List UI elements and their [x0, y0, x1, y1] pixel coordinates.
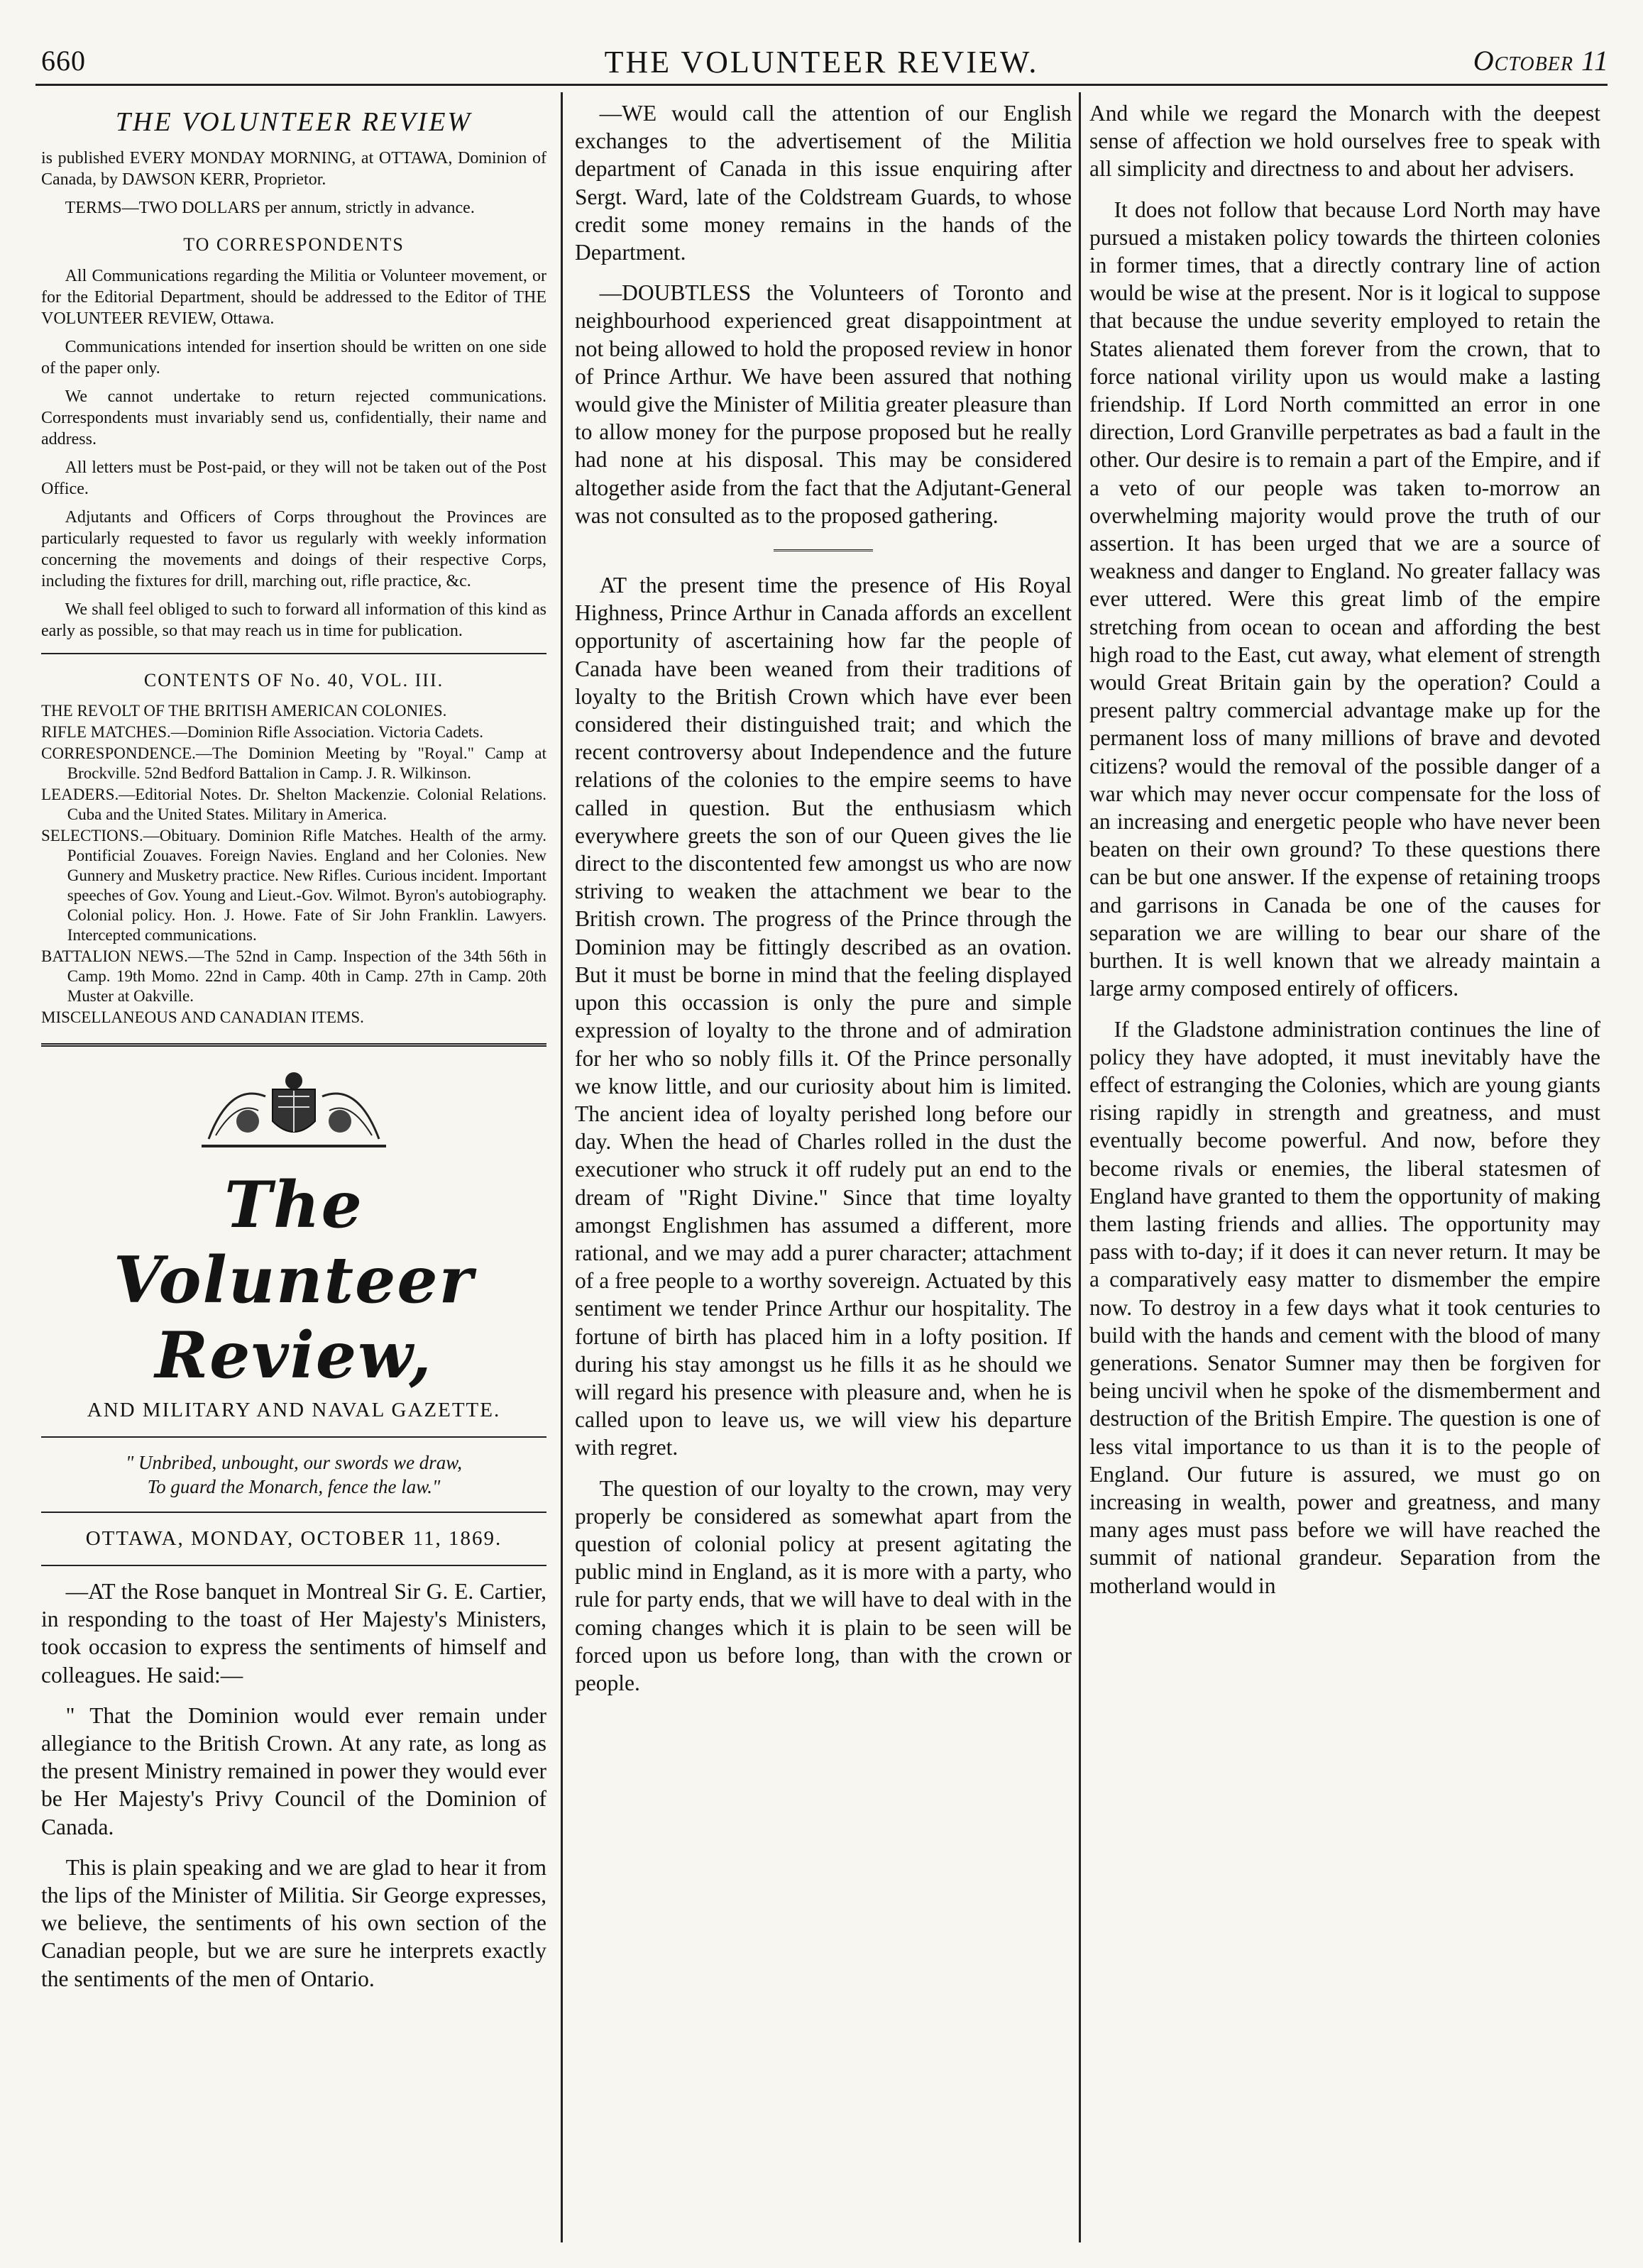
article-paragraph: If the Gladstone administration continues the line of policy they have adopted, it must inevitably have the effect of estranging the Colonies, which are young giants rising rapidly in strength and greatness, and must eventually become powerful. And now, before they become rivals or enemies, the liberal statesmen of England have granted to them the opportunity of making them lasting friends and allies. The opportunity may pass with to-day; if it does it can never return. It may be a comparatively easy matter to dismember the empire now. To destroy in a few days what it took centuries to build with the hands and cement with the blood of many generations. Senator Sumner may then be forgiven for being uncivil when he spoke of the dismemberment and destruction of the British Empire. The question is one of less vital importance to us than it is to the people of England. Our future is assured, we must go on increasing in wealth, power and greatness, and many many ages must pass before we will have reached the summit of national grandeur. Separation from the motherland would in [1089, 1016, 1600, 1598]
article-paragraph: AT the present time the presence of His Royal Highness, Prince Arthur in Canada affords an excellent opportunity of ascertaining how far the people of Canada have been weaned from their traditions of loyalty to the British Crown which have ever been considered their distinguished trait; and which the recent controversy about Independence and the future relations of the colonies to the empire seems to have called in question. But the enthusiasm which everywhere greets the son of our Queen gives the lie direct to the discontented few amongst us who are now striving to weaken the attachment we bear to the British crown. The progress of the Prince through the Dominion may be fittingly described as an ovation. But it must be borne in mind that the feeling displayed upon this occassion is only the pure and simple expression of loyalty to the throne and of admiration for her who so nobly fills it. Of the Prince personally we know little, and our curiosity about him is limited. The ancient idea of loyalty perished long before our day. When the head of Charles rolled in the dust the executioner who struck it off rudely put an end to the dream of "Right Divine." Since that time loyalty amongst Englishmen has assumed a different, more rational, and we may add a purer character; attachment of a free people to a worthy sovereign. Actuated by this sentiment we tender Prince Arthur our hospitality. The fortune of birth has placed him in a lofty position. If during his stay amongst us he fills it as he should we will regard his presence with pleasure and, when he is called upon to leave us, we will view his departure with regret. [575, 573, 1072, 1460]
article-paragraph: —DOUBTLESS the Volunteers of Toronto and neighbourhood experienced great disappointment at not being allowed to hold the proposed review in honor of Prince Arthur. We have been assured that nothing would give the Minister of Militia greater pleasure than to allow money for the purpose proposed but he really had none at his disposal. This may be considered altogether aside from the fact that the Adjutant-General was not consulted as to the proposed gathering. [575, 280, 1072, 528]
coat-of-arms-emblem [187, 1068, 400, 1153]
section-rule [41, 653, 546, 654]
header-rule [35, 84, 1608, 86]
article-paragraph: And while we regard the Monarch with the deepest sense of affection we hold ourselves free to speak with all simplicity and directness to and about her advisers. [1089, 101, 1600, 182]
section-rule [774, 549, 873, 551]
publication-note: is published EVERY MONDAY MORNING, at OTTAWA, Dominion of Canada, by DAWSON KERR, Proprietor. [41, 149, 546, 189]
correspondents-note: Adjutants and Officers of Corps throughout the Provinces are particularly requested to favor us regularly with weekly information concerning the movements and doings of their respective Corps, including the fixtures for drill, marching out, rifle practice, &c. [41, 508, 546, 590]
issue-date: October 11 [1473, 45, 1609, 77]
section-rule [41, 1565, 546, 1566]
dateline: OTTAWA, MONDAY, OCTOBER 11, 1869. [85, 1527, 502, 1550]
correspondents-heading: TO CORRESPONDENTS [183, 234, 405, 255]
column-3 [1089, 99, 1600, 1612]
column-divider-2 [1079, 92, 1081, 2242]
section-rule [41, 1043, 546, 1047]
contents-item: MISCELLANEOUS AND CANADIAN ITEMS. [41, 1008, 364, 1026]
correspondents-note: We cannot undertake to return rejected communications. Correspondents must invariably send us, confidentially, their name and address. [41, 387, 546, 448]
terms-note: TERMS—TWO DOLLARS per annum, strictly in advance. [65, 199, 475, 217]
correspondents-note: All Communications regarding the Militia or Volunteer movement, or for the Editorial Department, should be addressed to the Editor of THE VOLUNTEER REVIEW, Ottawa. [41, 267, 546, 328]
contents-list [41, 701, 546, 1028]
article-paragraph: This is plain speaking and we are glad to hear it from the lips of the Minister of Militia. Sir George expresses, we believe, the sentiments of his own section of the Canadian people, but we are sure he interprets exactly the sentiments of the men of Ontario. [41, 1854, 546, 1991]
article-paragraph: " That the Dominion would ever remain under allegiance to the British Crown. At any rate, as long as the present Ministry remained in power they would ever be Her Majesty's Privy Council of the Dominion of Canada. [41, 1702, 546, 1839]
article-paragraph: —AT the Rose banquet in Montreal Sir G. E. Cartier, in responding to the toast of Her Majesty's Ministers, took occasion to express the sentiments of himself and colleagues. He said:— [41, 1579, 546, 1688]
motto [41, 1450, 546, 1499]
paper-name-title: The Volunteer Review, [113, 1167, 475, 1393]
contents-item: RIFLE MATCHES.—Dominion Rifle Association. Victoria Cadets. [41, 723, 483, 741]
masthead-title: THE VOLUNTEER REVIEW [115, 107, 473, 137]
contents-item: CORRESPONDENCE.—The Dominion Meeting by "Royal." Camp at Brockville. 52nd Bedford Battalion in Camp. J. R. Wilkinson. [41, 744, 546, 782]
column-divider-1 [561, 92, 563, 2242]
contents-item: SELECTIONS.—Obituary. Dominion Rifle Matches. Health of the army. Pontificial Zouaves. Foreign Navies. England and her Colonies. New Gunnery and Musketry practice. New Rifles. Curious incident. Important speeches of Gov. Young and Lieut.-Gov. Wilmot. Byron's autobiography. Colonial policy. Hon. J. Howe. Fate of Sir John Franklin. Lawyers. Intercepted communications. [41, 827, 546, 944]
column-2 [575, 99, 1072, 1710]
column-1 [41, 99, 546, 2005]
section-rule [41, 1436, 546, 1438]
correspondents-note: Communications intended for insertion should be written on one side of the paper only. [41, 338, 546, 378]
article-paragraph: It does not follow that because Lord North may have pursued a mistaken policy towards the thirteen colonies in former times, that a directly contrary line of action would be wise at the present. Nor is it logical to suppose that because the undue severity employed to retain the States alienated them forever from the crown, that to force national virility upon us would make a lasting friendship. If Lord North committed an error in one direction, Lord Granville perpetrates as bad a fault in the other. Our desire is to remain a part of the Empire, and if a veto of our people was taken to-morrow an overwhelming majority would prove the truth of our assertion. It has been urged that we are a source of weakness and danger to England. No greater fallacy was ever uttered. Were this great limb of the empire stretching from ocean to ocean and affording the best high road to the East, cut away, what element of strength would Great Britain gain by the operation? Could a present paltry commercial advantage make up for the permanent loss of many millions of brave and devoted citizens? would the removal of the possible danger of a war which may never occur compensate for the loss of an increasing and energetic people who have never been beaten on their own ground? To these questions there can be but one answer. If the expense of retaining troops and garrisons in Canada be one of the causes for separation we are willing to bear our share of the burthen. It is well known that we already maintain a large army composed entirely of officers. [1089, 197, 1600, 1001]
correspondents-note: We shall feel obliged to such to forward all information of this kind as early as possible, so that may reach us in time for publication. [41, 600, 546, 640]
contents-item: BATTALION NEWS.—The 52nd in Camp. Inspection of the 34th 56th in Camp. 19th Momo. 22nd in Camp. 40th in Camp. 27th in Camp. 20th Muster at Oakville. [41, 947, 546, 1005]
article-paragraph: The question of our loyalty to the crown, may very properly be considered as somewhat apart from the question of colonial policy at present agitating the public mind in England, as it is more with a party, who rule for party ends, that we will have to deal with in the coming changes which it is plain to be seen will be forced upon us before long, than with the crown or people. [575, 1475, 1072, 1695]
section-rule [41, 1512, 546, 1513]
page-number: 660 [41, 45, 86, 77]
correspondents-note: All letters must be Post-paid, or they will not be taken out of the Post Office. [41, 458, 546, 498]
motto-line: To guard the Monarch, fence the law." [147, 1476, 441, 1497]
contents-heading: CONTENTS OF No. 40, VOL. III. [143, 670, 444, 690]
motto-line: " Unbribed, unbought, our swords we draw, [125, 1452, 463, 1473]
running-title: THE VOLUNTEER REVIEW. [604, 45, 1039, 79]
article-paragraph: —WE would call the attention of our English exchanges to the advertisement of the Militia department of Canada in this issue enquiring after Sergt. Ward, late of the Coldstream Guards, to whose credit some money remains in the hands of the Department. [575, 101, 1072, 265]
paper-subtitle: AND MILITARY AND NAVAL GAZETTE. [87, 1399, 501, 1421]
contents-item: LEADERS.—Editorial Notes. Dr. Shelton Mackenzie. Colonial Relations. Cuba and the United States. Military in America. [41, 786, 546, 823]
contents-item: THE REVOLT OF THE BRITISH AMERICAN COLONIES. [41, 702, 447, 720]
